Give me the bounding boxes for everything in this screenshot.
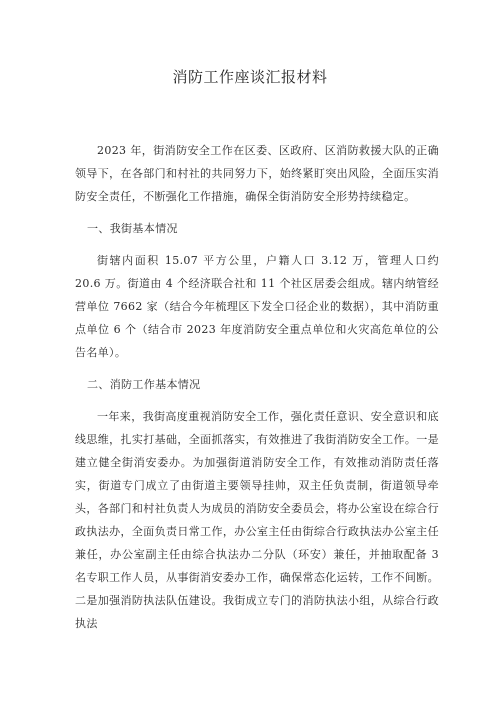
document-title: 消防工作座谈汇报材料 [172,68,328,86]
section-heading-fire-work: 二、消防工作基本情况 [87,378,201,391]
section-heading-basic-situation: 一、我街基本情况 [87,222,178,235]
basic-situation-paragraph: 街辖内面积 15.07 平方公里，户籍人口 3.12 万，管理人口约 20.6 万。街道由 4 个经济联合社和 11 个社区居委会组成。辖内纳管经营单位 7662 家（结合今年梳理区下发全口径企业的数据），其中消防重点单位 6 个（结合市 2023 年度消防安全重点单位和火灾高危单位的公告名单）。 [75,254,439,359]
fire-work-paragraph: 一年来，我街高度重视消防安全工作，强化责任意识、安全意识和底线思维，扎实打基础，全面抓落实，有效推进了我街消防安全工作。一是建立健全街消安委办。为加强街道消防安全工作，有效推动消防责任落实，街道专门成立了由街道主要领导挂帅，双主任负责制，街道领导牵头，各部门和村社负责人为成员的消防安全委员会，将办公室设在综合行政执法办，全面负责日常工作，办公室主任由街综合行政执法办公室主任兼任，办公室副主任由综合执法办二分队（环安）兼任，并抽取配备 3 名专职工作人员，从事街消安委办工作，确保常态化运转，工作不间断。二是加强消防执法队伍建设。我街成立专门的消防执法小组，从综合行政执法 [75,410,439,630]
intro-paragraph: 2023 年，街消防安全工作在区委、区政府、区消防救援大队的正确领导下，在各部门和村社的共同努力下，始终紧盯突出风险，全面压实消防安全责任，不断强化工作措施，确保全街消防安全形势持续稳定。 [75,144,439,203]
document-body [75,139,439,644]
